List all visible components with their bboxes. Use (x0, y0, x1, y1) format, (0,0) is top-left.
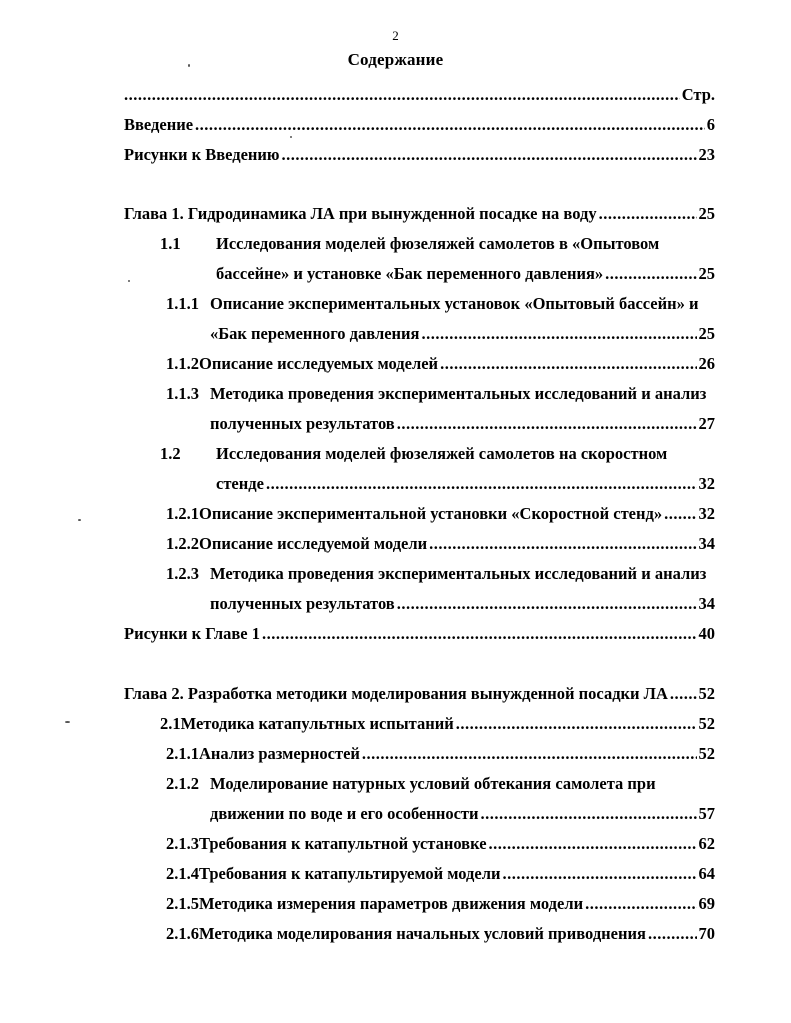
entry-number: 2.1.2 (166, 774, 199, 793)
entry-title: Методика катапультных испытаний (180, 714, 454, 733)
entry-number: 1.1 (160, 234, 181, 253)
entry-title: Исследования моделей фюзеляжей самолетов в «Опытовом (216, 234, 660, 253)
toc-entry-2-1-6[interactable] (166, 923, 715, 945)
entry-number: 1.2 (160, 444, 181, 463)
entry-page: 52 (698, 684, 715, 703)
entry-page: 40 (698, 624, 715, 643)
entry-page: 57 (698, 804, 715, 823)
scan-speck (290, 136, 292, 138)
entry-title: Рисунки к Главе 1 (124, 624, 260, 643)
entry-title: Методика проведения экспериментальных исследований и анализ (210, 384, 707, 403)
toc-entry-chapter-2[interactable] (124, 683, 715, 705)
toc-header-row (124, 84, 715, 106)
dot-leader (503, 863, 697, 885)
dot-leader (266, 473, 697, 495)
entry-title-continued: полученных результатов (210, 594, 395, 613)
entry-number: 2.1 (160, 714, 181, 733)
entry-number: 2.1.6 (166, 924, 199, 943)
entry-title-continued: полученных результатов (210, 414, 395, 433)
toc-entry-chapter-1[interactable] (124, 203, 715, 225)
toc-entry-2-1-5[interactable] (166, 893, 715, 915)
entry-title: Рисунки к Введению (124, 145, 280, 164)
entry-page: 25 (698, 264, 715, 283)
entry-page: 32 (698, 474, 715, 493)
dot-leader (648, 923, 697, 945)
entry-number: 2.1.1 (166, 744, 199, 763)
dot-leader (397, 593, 697, 615)
entry-number: 1.2.1 (166, 504, 199, 523)
entry-title: Требования к катапультируемой модели (199, 864, 501, 883)
toc-entry-1-2-2[interactable] (166, 533, 715, 555)
toc-entry-1-2-1[interactable] (166, 503, 715, 525)
dot-leader (397, 413, 697, 435)
toc-entry-1-1-line2[interactable] (216, 263, 715, 285)
toc-entry-1-2-3-line1[interactable] (166, 563, 706, 585)
toc-entry-1-2-line1[interactable] (160, 443, 667, 465)
entry-title: Требования к катапультной установке (199, 834, 487, 853)
dot-leader (456, 713, 697, 735)
dot-leader (440, 353, 696, 375)
toc-entry-2-1-2-line2[interactable] (210, 803, 715, 825)
entry-title-continued: стенде (216, 474, 264, 493)
entry-page: 34 (698, 594, 715, 613)
entry-page: 34 (698, 534, 715, 553)
entry-title-continued: «Бак переменного давления (210, 324, 420, 343)
entry-page: 62 (698, 834, 715, 853)
entry-title: Анализ размерностей (199, 744, 360, 763)
entry-page: 52 (698, 744, 715, 763)
entry-page: 25 (698, 324, 715, 343)
toc-entry-chapter-1-figures[interactable] (124, 623, 715, 645)
entry-page: 27 (698, 414, 715, 433)
dot-leader (429, 533, 696, 555)
entry-title: Введение (124, 115, 194, 134)
entry-title: Моделирование натурных условий обтекания самолета при (210, 774, 656, 793)
entry-page: 6 (706, 115, 715, 134)
toc-entry-intro[interactable] (124, 114, 715, 136)
page-column-label: Стр. (681, 85, 715, 104)
dot-leader (489, 833, 697, 855)
entry-title: Глава 1. Гидродинамика ЛА при вынужденной посадке на воду (124, 204, 597, 223)
toc-entry-2-1-3[interactable] (166, 833, 715, 855)
entry-page: 26 (698, 354, 715, 373)
page-title: Содержание (347, 50, 444, 69)
entry-title: Глава 2. Разработка методики моделирования вынужденной посадки ЛА (124, 684, 668, 703)
entry-number: 2.1.5 (166, 894, 199, 913)
entry-page: 25 (698, 204, 715, 223)
entry-number: 2.1.4 (166, 864, 199, 883)
entry-page: 52 (698, 714, 715, 733)
scan-speck (128, 280, 130, 282)
entry-page: 69 (698, 894, 715, 913)
entry-page: 64 (698, 864, 715, 883)
entry-title: Описание экспериментальных установок «Опытовый бассейн» и (210, 294, 699, 313)
dot-leader (124, 84, 680, 106)
toc-entry-2-1-4[interactable] (166, 863, 715, 885)
dot-leader (664, 503, 696, 525)
dot-leader (262, 623, 697, 645)
toc-entry-1-1-3-line2[interactable] (210, 413, 715, 435)
entry-title-continued: движении по воде и его особенности (210, 804, 479, 823)
dot-leader (585, 893, 696, 915)
page-number: 2 (392, 28, 399, 43)
entry-number: 1.2.3 (166, 564, 199, 583)
toc-entry-2-1[interactable] (160, 713, 715, 735)
entry-title: Описание исследуемой модели (199, 534, 428, 553)
entry-page: 32 (698, 504, 715, 523)
toc-entry-2-1-2-line1[interactable] (166, 773, 656, 795)
entry-title-continued: бассейне» и установке «Бак переменного давления» (216, 264, 604, 283)
entry-title: Методика моделирования начальных условий приводнения (199, 924, 646, 943)
toc-entry-1-2-3-line2[interactable] (210, 593, 715, 615)
toc-entry-1-1-line1[interactable] (160, 233, 659, 255)
dot-leader (599, 203, 697, 225)
entry-title: Описание исследуемых моделей (199, 354, 439, 373)
entry-title: Методика проведения экспериментальных исследований и анализ (210, 564, 707, 583)
entry-number: 1.1.1 (166, 294, 199, 313)
toc-entry-1-1-3-line1[interactable] (166, 383, 706, 405)
entry-number: 1.1.3 (166, 384, 199, 403)
toc-entry-intro-figures[interactable] (124, 144, 715, 166)
toc-entry-2-1-1[interactable] (166, 743, 715, 765)
entry-page: 23 (698, 145, 715, 164)
scan-speck (188, 64, 190, 67)
dot-leader (362, 743, 697, 765)
scan-speck (78, 519, 81, 521)
toc-entry-1-1-1-line1[interactable] (166, 293, 699, 315)
entry-title: Исследования моделей фюзеляжей самолетов на скоростном (216, 444, 668, 463)
toc-entry-1-2-line2[interactable] (216, 473, 715, 495)
dot-leader (282, 144, 697, 166)
toc-entry-1-1-2[interactable] (166, 353, 715, 375)
entry-page: 70 (698, 924, 715, 943)
dot-leader (195, 114, 705, 136)
dot-leader (605, 263, 696, 285)
entry-number: 1.1.2 (166, 354, 199, 373)
entry-title: Методика измерения параметров движения модели (199, 894, 584, 913)
dot-leader (481, 803, 697, 825)
scan-speck (65, 721, 70, 723)
dot-leader (421, 323, 696, 345)
entry-title: Описание экспериментальной установки «Скоростной стенд» (199, 504, 663, 523)
entry-number: 1.2.2 (166, 534, 199, 553)
dot-leader (670, 683, 697, 705)
toc-entry-1-1-1-line2[interactable] (210, 323, 715, 345)
entry-number: 2.1.3 (166, 834, 199, 853)
